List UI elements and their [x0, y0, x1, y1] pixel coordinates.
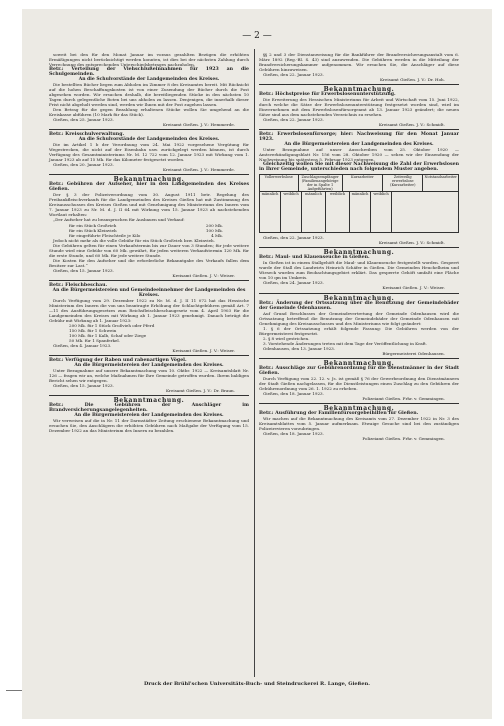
subject-line: Betr.: Erwerbslosenfürsorge; hier: Nachweisung für den Monat Januar 1923. [259, 132, 459, 143]
section-heading: Bekanntmachung. [113, 397, 185, 404]
separator [49, 129, 249, 130]
separator [259, 247, 459, 248]
fee-label: für ein Stück Großvieh [69, 222, 117, 228]
signature: Kreisamt Gießen. J. V.: Weiser. [172, 272, 235, 278]
signature: Kreisamt Gießen. J. V.: Hemmerde. [162, 122, 235, 128]
fee-line: 50 Mk. für 1 Spanferkel. [69, 337, 121, 343]
addressee-heading: An die Schulvorstände der Landgemeinden des Kreises. [78, 137, 220, 143]
addressee-heading: An die Bürgermeistereien der Landgemeinden des Kreises. [74, 413, 224, 419]
right-column [259, 52, 459, 441]
body-paragraph: Die im Artikel 1 b der Verordnung vom 24. Mai 1922 vorgesehene Vergütung für Wegestrecken, die nicht auf der Eisenbahn usw. zurückgelegt werden können, ist durch Verfügung des Gesamtministeriums Nr. M. 12 722 vom 12. Januar 1923 mit Wirkung vom 1. Januar 1923 ab auf 15 Mk. für das Kilometer festgesetzt worden. [49, 142, 249, 163]
date-line: Gießen, den 4. Januar 1923. [53, 342, 112, 348]
addressee-heading: An die Bürgermeistereien der Landgemeinden des Kreises. [74, 362, 224, 368]
body-paragraph: Die Gebühren gelten für einen Verkaufstermin bis zur Dauer von 3 Stunden; für jede weitere Stunde wird eine Gebühr von 60 Mk. gewährt, für jeden weiteren Verkaufstermin 120 Mk. für die erste Stunde, und 60 Mk. für jede weitere Stunde. [49, 242, 249, 258]
subject-line: Betr.: Verfügung der Raben und rabenartigen Vögel. [49, 357, 187, 363]
signature: Kreisamt Gießen. J. V.: Weiser. [172, 347, 235, 353]
margin-rule [6, 690, 22, 691]
separator [259, 84, 459, 85]
fee-line: 100 Mk. für 1 Kalb, Schaf oder Ziege [69, 332, 147, 338]
left-column [49, 52, 249, 433]
subject-line: Betr.: Gebühren der Aufseher, hier in den Landgemeinden des Kreises Gießen. [49, 182, 249, 193]
body-paragraph: Durch Verfügung vom 22. 12. v. Js. ist gemäß § 76 der Gewerbeordnung den Dienstmännern der Stadt Gießen nachgelassen, für die Dienstleistungen einen Zuschlag zu den Gebühren der Gebührenordnung vom 26. 1. 1922 zu erheben. [259, 375, 459, 391]
fee-amount: 100 Mk. [205, 227, 223, 233]
table-header-cell: Notstandsarbeiter [424, 175, 457, 180]
body-paragraph: Die Erweiterung des Hessischen Ministeriums für Arbeit und Wirtschaft vom 15. Juni 1922, durch welche die Sätze der Erwerbslosenunterstützung festgesetzt worden sind, wird im Einvernehmen mit dem Erwerbslosenfürsorgeamt ab 13. Januar 1923 geändert; die neuen Sätze sind aus dem nachstehenden Verzeichnis zu ersehen. [259, 97, 459, 118]
subject-line: Betr.: Kreisschulverwaltung. [49, 132, 125, 138]
body-paragraph: Die Kosten für den Aufseher und die erforderliche Bekanntgabe des Verkaufs fallen dem Besitzer zur Last.“ [49, 257, 249, 268]
section-heading: Bekanntmachung. [113, 176, 185, 184]
separator [49, 355, 249, 356]
separator [49, 280, 249, 281]
signature: Polizeiamt Gießen. Frhr. v. Gemmingen. [362, 395, 445, 401]
addressee-heading: An die Bürgermeistereien und Gemeindeeinnehmer der Landgemeinden des Kreises. [52, 287, 246, 298]
addressee-heading: An die Schulvorstände der Landgemeinden des Kreises. [78, 77, 220, 83]
body-paragraph: In Gießen ist in einem Stallgehöft die Maul- und Klauenseuche festgestellt worden. Gesperrt wurde der Stall des Landwirts Heinrich Schäfer in Gießen. Die Gemeinden Heuchelheim und Wieseck wurden zum Beobachtungsgebiet erklärt. Das gesperrte Gehöft umfaßt eine Fläche von 10 qm im Umkreis. [259, 260, 459, 281]
date-line: Gießen, den 22. Januar 1923. [263, 235, 324, 241]
date-line: Gießen, den 15. Januar 1923. [53, 382, 114, 388]
table-cell: männlich [302, 192, 326, 232]
table-cell [392, 192, 458, 232]
body-paragraph: 2. § 8 wird gestrichen. [263, 335, 310, 341]
quote-paragraph: „Der Aufseher hat zu beanspruchen für Ausbauen und Verkauf: [53, 217, 185, 223]
table-cell: männlich [350, 192, 371, 232]
subject-line: Betr.: Ausführung der Familienfürsorgebeihilfen für Gießen. [259, 410, 419, 416]
section-heading: Bekanntmachung. [323, 86, 395, 94]
subject-line: Betr.: Ausschläge zur Gebührenordnung für die Dienstmänner in der Stadt Gießen. [259, 365, 459, 376]
table-header-cell: Kurzarbeiter [343, 175, 383, 191]
separator [49, 174, 249, 175]
table-cell: weiblich [371, 192, 392, 232]
signature: Kreisamt Gießen. J. V.: Schmidt. [378, 122, 445, 128]
date-line: Gießen, den 20. Januar 1923. [53, 162, 114, 168]
table-header-cell: Zeitweilig erwerbslose (Kurzarbeiter) [383, 175, 423, 191]
column-divider [254, 49, 255, 677]
table-cell: weiblich [281, 192, 302, 232]
separator [259, 293, 459, 294]
fee-amount: 4 Mk. [211, 232, 223, 238]
body-paragraph: Jedoch nicht mehr als die volle Gebühr für ein Stück Großvieh bzw. Kleinvieh. [53, 237, 215, 243]
body-paragraph: Wir machen auf die Bekanntmachung des Kreisamts vom 27. Dezember 1922 in Nr. 3 des Kreisamtsblattes vom 5. Januar aufmerksam. Etwaige Gesuche sind bei den zuständigen Polizeirevieren vorzubringen. [259, 415, 459, 431]
subject-line: Betr.: Höchstpreise für Erwerbslosenunterstützung. [259, 92, 396, 98]
separator [259, 129, 459, 130]
date-line: Odenhausen, den 13. Januar 1923. [263, 345, 336, 351]
addressee-heading: An die Bürgermeistereien der Landgemeinden des Kreises. [284, 142, 434, 148]
date-line: Gießen, den 24. Januar 1923. [263, 280, 324, 286]
date-line: Gießen, den 18. Januar 1923. [263, 390, 324, 396]
table-gender-row [260, 192, 458, 232]
subject-line: Betr.: Fleischbeschau. [49, 282, 108, 288]
table-header-cell: Vollerwerbslose [260, 175, 299, 191]
date-line: Gießen, den 15. Januar 1923. [53, 267, 114, 273]
date-line: Gießen, den 18. Januar 1923. [263, 430, 324, 436]
body-paragraph: 3. Vorstehende Änderungen treten mit dem Tage der Veröffentlichung in Kraft. [263, 340, 428, 346]
table-cell: männlich [260, 192, 281, 232]
intro-paragraph: soweit bei den für den Monat Januar im voraus gezahlten Bezügen die erhöhten Ermäßigungen nicht berücksichtigt werden konnten, ist dies bei der nächsten Zahlung durch Verrechnung des entsprechenden Unterschiedsbetrages nachzuholen. [49, 52, 249, 68]
separator [259, 403, 459, 404]
date-line: Gießen, den 22. Januar 1923. [263, 117, 324, 123]
subject-line: Betr.: Änderung der Ortssatzung über die Benutzung der Gemeindebäder der Gemeinde Odenhausen. [259, 300, 459, 311]
section-heading: Bekanntmachung. [323, 359, 395, 367]
body-paragraph: 1. § 6 der Ortssatzung erhält folgende Fassung: Die Gebühren werden von der Bürgermeisterei festgesetzt. [259, 325, 459, 336]
signature: Kreisamt Gießen. J. V.: Weiser. [382, 285, 445, 291]
fee-line: 200 Mk. für 1 Stück Großvieh oder Pferd [69, 322, 155, 328]
signature: Kreisamt Gießen. J. V.: Schmidt. [378, 240, 445, 246]
subject-line: Betr.: Die Gebühren der Anschläger im Brandversicherungsangelegenheiten. [49, 403, 249, 414]
body-paragraph: Unter Bezugnahme auf unsere Bekanntmachung vom 10. Oktbr. 1922 — Kreisamtsblatt Nr. 126 — fragen wir an, welche Maßnahmen für Ihre Gemeinde getroffen wurden. Ihrem baldigen Bericht sehen wir entgegen. [49, 367, 249, 383]
page-number: — 2 — [242, 31, 272, 41]
body-paragraph: Durch Verfügung vom 29. Dezember 1922 zu Nr. M. d. J. II 11 072 hat das Hessische Ministerium des Innern die von uns beantragte Erhöhung der Schlachtgebühren gemäß Art. 7—11 des Ausführungsgesetzes zum Reichsfleischbeschaugesetz vom 4. April 1903 für die Landgemeinden des Kreises mit Wirkung ab 1. Januar 1923 genehmigt. Danach beträgt die Gebühr mit Wirkung ab 1. Januar 1923: [49, 297, 249, 323]
signature: Bürgermeisterei Odenhausen. [382, 350, 445, 356]
signature: Kreisamt Gießen. J. V.: Dr. Hoh. [379, 77, 445, 83]
separator [259, 358, 459, 359]
printer-imprint: Druck der Brühl'schen Universitäts-Buch- und Steindruckerei R. Lange, Gießen. [144, 681, 370, 687]
body-paragraph: Die bestellten Bücher liegen zum Abholen im Zimmer 8 des Kreisamtes bereit. Mit Rücksicht auf die hohen Beschaffungskosten ist von einer Zusendung der Bücher durch die Post abgesehen worden. Wir ersuchen deshalb, die bereitliegenden Stücke in den nächsten 10 Tagen durch gelegentliche Boten bei uns abholen zu lassen. Denjenigen, die innerhalb dieser Frist nicht abgeholt werden sind, werden wir Ihnen mit der Post zugehen lassen. [49, 82, 249, 108]
signature: Kreisamt Gießen. J. V.: Dr. Braun. [165, 387, 235, 393]
body-paragraph: Den Betrag für die gegen Bezahlung erhaltenen Stücke wollen Sie umgehend an die Kreiskasse abführen (10 Mark für das Stück). [49, 107, 249, 118]
signature: Polizeiamt Gießen. Frhr. v. Gemmingen. [362, 435, 445, 441]
section-heading: Bekanntmachung. [323, 404, 395, 412]
intro-paragraph: §§ 2 und 3 der Dienstanweisung für die Bankführer der Brandversicherungsanstalt vom 6. März 1892 (Reg.-Bl. S. 43) sind anzuwenden. Die Gebühren werden in die Mitteilung der Brandversicherungskammer aufgenommen. Wir ersuchen Sie, die Anschläger auf diese Gebühren hinzuweisen. [259, 52, 459, 73]
unemployment-table [259, 174, 459, 233]
section-heading: Bekanntmachung. [323, 294, 395, 302]
section-heading: Bekanntmachung. [323, 249, 395, 257]
subject-line: Betr.: Maul- und Klauenseuche in Gießen. [259, 255, 370, 261]
date-line: Gießen, den 25. Januar 1923. [53, 117, 114, 123]
fee-label: für ein Stück Kleinvieh [69, 227, 117, 233]
subject-line: Betr.: Verteilung der Viehschlußeinnahmen für 1923 an die Schulgemeinden. [49, 67, 249, 78]
signature: Kreisamt Gießen. J. V.: Hemmerde. [162, 167, 235, 173]
body-paragraph: Wir verweisen auf die in Nr. 11 der Darmstädter Zeitung erschienene Bekanntmachung und ersuchen Sie, den Anschlägern die erhöhten Gebühren nach Maßgabe der Verfügung vom 15. Dezember 1922 an das Ministerium des Innern zu bezahlen. [49, 418, 249, 434]
body-paragraph: Gleichzeitig wollen Sie mit dieser Nachweisung die Zahl der Erwerbslosen in Ihrer Gemeinde, unterschieden nach folgendem Muster angeben. [259, 162, 459, 173]
fee-label: für eingeführte Fleischteile je Kilo [69, 232, 141, 238]
fee-line: 150 Mk. für 1 Schwein [69, 327, 117, 333]
table-header-cell: Zuschlagsempfänger (Familienangehörige der in Spalte 1 Aufgeführten) [299, 175, 343, 191]
date-line: Gießen, den 22. Januar 1923. [263, 72, 324, 78]
table-header-row [260, 175, 458, 192]
body-paragraph: Der § 3 der Polizeiverordnung vom 30. August 1911 betr. Regelung des Freibankfleischverkaufs für die Landgemeinden des Kreises Gießen hat mit Zustimmung des Kreisausschusses des Kreises Gießen und mit Genehmigung des Ministeriums des Innern vom 7. Januar 1923 zu Nr. M. d. J. II 64 mit Wirkung vom 15. Januar 1923 ab nachstehenden Wortlaut erhalten: [49, 192, 249, 218]
body-paragraph: Unter Bezugnahme auf unser Ausschreiben vom 25. Oktober 1920 — Amtsverkündigungsblatt Nr. 156 vom 28. Oktober 1920 — sehen wir der Einsendung der Nachweisung bis spätestens 5. Februar 1923 entgegen. [259, 147, 459, 163]
table-cell: weiblich [326, 192, 350, 232]
document-page [22, 9, 492, 719]
body-paragraph: Auf Grund Beschlusses der Gemeindevertretung der Gemeinde Odenhausen wird die Ortssatzung betreffend die Benutzung der Gemeindebäder der Gemeinde Odenhausen mit Genehmigung des Kreisausschusses und des Ministeriums wie folgt geändert: [259, 310, 459, 326]
fee-amount: 200 Mk. [205, 222, 223, 228]
separator [49, 395, 249, 396]
